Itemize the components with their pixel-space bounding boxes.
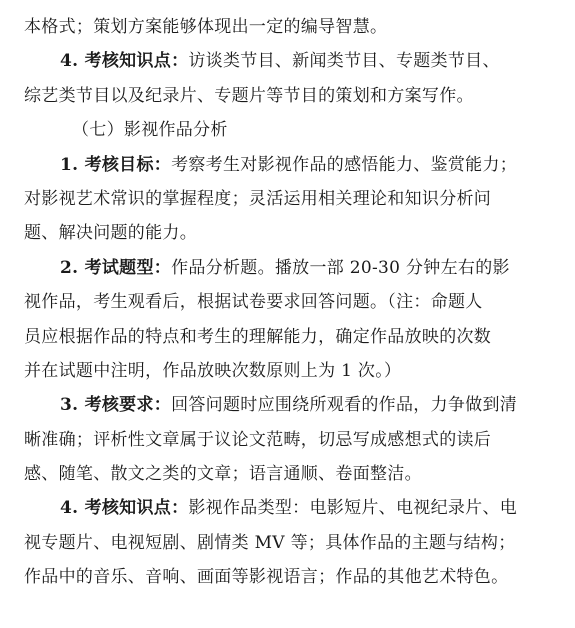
- text-line: 题、解决问题的能力。: [24, 223, 197, 244]
- section-heading: （七）影视作品分析: [72, 120, 228, 141]
- text-line-question-type-heading: 2. 考试题型：作品分析题。播放一部 20-30 分钟左右的影: [60, 257, 510, 278]
- text-line: 并在试题中注明，作品放映次数原则上为 1 次。）: [24, 360, 402, 381]
- text-line-goal-heading: 1. 考核目标：考察考生对影视作品的感悟能力、鉴赏能力；: [60, 154, 518, 175]
- item-label: 1. 考核目标：: [60, 154, 172, 175]
- item-label: 3. 考核要求：: [60, 395, 172, 416]
- text-line: 综艺类节目以及纪录片、专题片等节目的策划和方案写作。: [24, 85, 474, 106]
- text-line: 本格式；策划方案能够体现出一定的编导智慧。: [24, 17, 388, 37]
- text-line: 视专题片、电视短剧、剧情类 MV 等；具体作品的主题与结构；: [24, 532, 516, 553]
- item-label: 4. 考核知识点：: [60, 498, 189, 519]
- text-line: 晰准确；评析性文章属于议论文范畴，切忌写成感想式的读后: [24, 429, 492, 450]
- item-label: 4. 考核知识点：: [60, 51, 189, 72]
- item-label: 2. 考试题型：: [60, 257, 172, 278]
- text-line: 员应根据作品的特点和考生的理解能力，确定作品放映的次数: [24, 326, 492, 347]
- text-line-knowledge-points-heading: 4. 考核知识点：访谈类节目、新闻类节目、专题类节目、: [60, 51, 500, 72]
- text-line: 感、随笔、散文之类的文章；语言通顺、卷面整洁。: [24, 464, 422, 485]
- text-line-requirements-heading: 3. 考核要求：回答问题时应围绕所观看的作品，力争做到清: [60, 395, 518, 416]
- text-line: 作品中的音乐、音响、画面等影视语言；作品的其他艺术特色。: [24, 567, 509, 588]
- text-line-knowledge-points-heading: 4. 考核知识点：影视作品类型：电影短片、电视纪录片、电: [60, 498, 518, 519]
- text-line: 视作品，考生观看后，根据试卷要求回答问题。（注：命题人: [24, 292, 483, 313]
- text-line: 对影视艺术常识的掌握程度；灵活运用相关理论和知识分析问: [24, 188, 492, 209]
